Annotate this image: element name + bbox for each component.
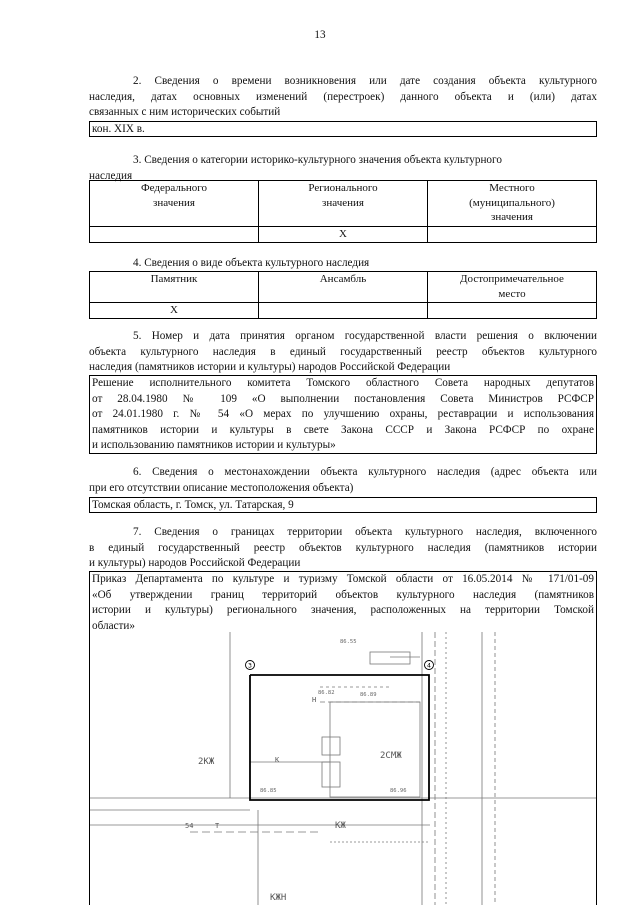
network-label: 54: [185, 822, 194, 830]
mark-regional: X: [259, 227, 428, 243]
zone-label: КЖ: [335, 821, 346, 831]
construction-date-field: [89, 121, 597, 137]
header-ensemble: [259, 272, 428, 303]
zone-label: КЖН: [270, 893, 287, 903]
section-7-line: 7. Сведения о границах территории объекта культурного наследия, включенного: [133, 526, 597, 538]
section-5-line: объекта культурного наследия в единый государственный реестр объектов культурного: [89, 345, 597, 358]
header-federal: [90, 181, 259, 227]
decision-line: памятников истории и культуры в свете Закона СССР и Закона РСФСР по охране: [92, 423, 594, 436]
mark-ensemble: [259, 303, 428, 319]
point-3-label: 3: [248, 661, 252, 670]
section-2-line: связанных с ним исторических событий: [89, 106, 281, 119]
header-line: (муниципального): [469, 196, 555, 209]
address-value: Томская область, г. Томск, ул. Татарская, 9: [92, 499, 294, 511]
elevation-label: 86.96: [390, 788, 407, 794]
header-line: Достопримечательное: [460, 273, 564, 285]
page-number: 13: [314, 29, 326, 41]
boundary-map: [90, 632, 596, 905]
header-line: Регионального: [308, 182, 378, 194]
elevation-label: 86.89: [360, 692, 377, 698]
zone-label: 2СМЖ: [380, 751, 402, 761]
section-2-line: наследия, датах основных изменений (перестроек) данного объекта и (или) датах: [89, 90, 597, 103]
elevation-label: 86.82: [318, 690, 335, 696]
point-4-label: 4: [427, 661, 431, 670]
building-outline: [370, 652, 410, 664]
significance-category-table: [89, 180, 597, 243]
building-outline: [330, 702, 420, 797]
section-5-line: 5. Номер и дата принятия органом государственной власти решения о включении: [133, 330, 597, 342]
decision-line: Решение исполнительного комитета Томского областного Совета народных депутатов: [92, 377, 594, 389]
header-line: значения: [491, 211, 533, 223]
header-local: [428, 181, 597, 227]
section-2-line: 2. Сведения о времени возникновения или дате создания объекта культурного: [133, 75, 597, 87]
section-3-line: наследия: [89, 169, 133, 182]
section-2: [89, 74, 597, 121]
section-6: [89, 465, 597, 496]
section-4-title: 4. Сведения о виде объекта культурного наследия: [133, 257, 370, 269]
building-outline: [322, 762, 340, 787]
mark-local: [428, 227, 597, 243]
network-label: К: [275, 756, 280, 764]
territory-boundary: [250, 675, 429, 800]
header-landmark: [428, 272, 597, 303]
header-line: место: [498, 287, 526, 300]
mark-monument: X: [90, 303, 259, 319]
section-7-line: в единый государственный реестр объектов культурного наследия (памятников истории: [89, 541, 597, 554]
section-5-line: наследия (памятников истории и культуры) народов Российской Федерации: [89, 361, 451, 374]
registry-decision-field: [89, 375, 597, 454]
order-line: Приказ Департамента по культуре и туризму Томской области от 16.05.2014 № 171/01-09: [92, 573, 594, 585]
section-7: [89, 525, 597, 572]
header-line: Ансамбль: [319, 273, 367, 285]
order-line: истории и культуры) регионального значения, расположенных на территории Томской: [92, 604, 594, 617]
header-regional: [259, 181, 428, 227]
section-6-line: при его отсутствии описание местоположения объекта): [89, 481, 354, 494]
order-line: области»: [92, 619, 135, 632]
header-line: Местного: [489, 182, 535, 194]
section-7-line: и культуры) народов Российской Федерации: [89, 557, 301, 570]
heritage-type-table: [89, 271, 597, 319]
decision-line: и использованию памятников истории и культуры»: [92, 439, 336, 452]
zone-label: 2КЖ: [198, 757, 215, 767]
address-field: [89, 497, 597, 513]
building-outline: [322, 737, 340, 755]
header-line: Памятник: [150, 273, 198, 285]
section-3-line: 3. Сведения о категории историко-культурного значения объекта культурного: [133, 154, 502, 166]
header-line: значения: [322, 196, 364, 209]
header-line: значения: [153, 196, 195, 209]
decision-line: от 24.01.1980 г. № 54 «О мерах по улучшению охраны, реставрации и использования: [92, 408, 594, 421]
order-line: «Об утверждении границ территорий объектов культурного наследия (памятников: [92, 588, 594, 601]
construction-date-value: кон. XIX в.: [92, 123, 145, 135]
header-line: Федерального: [140, 182, 208, 194]
decision-line: от 28.04.1980 № 109 «О выполнении постановления Совета Министров РСФСР: [92, 392, 594, 405]
section-6-line: 6. Сведения о местонахождении объекта культурного наследия (адрес объекта или: [133, 466, 597, 478]
mark-landmark: [428, 303, 597, 319]
elevation-label: 86.85: [260, 788, 277, 794]
section-5: [89, 329, 597, 376]
header-monument: [90, 272, 259, 303]
mark-federal: [90, 227, 259, 243]
elevation-label: 86.55: [340, 639, 357, 645]
network-label: Т: [215, 822, 220, 830]
network-label: Н: [312, 696, 317, 704]
